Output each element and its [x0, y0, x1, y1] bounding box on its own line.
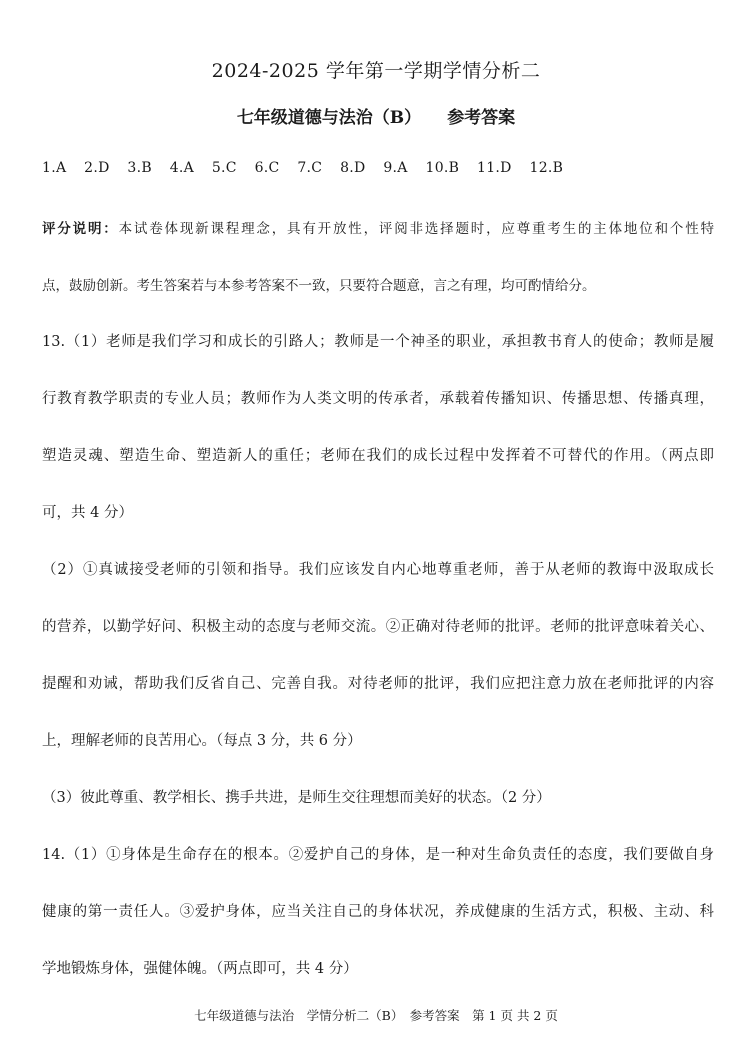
- page-footer: 七年级道德与法治 学情分析二（B） 参考答案 第 1 页 共 2 页: [194, 1008, 558, 1023]
- subtitle-answer-key: 参考答案: [447, 108, 516, 128]
- page-subtitle: [0, 103, 752, 128]
- choice-answer: 6.C: [254, 160, 280, 176]
- q13-part1-line: 13.（1）老师是我们学习和成长的引路人；教师是一个神圣的职业，承担教书育人的使命；教师是履: [42, 334, 715, 350]
- q13-part1-line: 塑造灵魂、塑造生命、塑造新人的重任；老师在我们的成长过程中发挥着不可替代的作用。（两点即: [42, 448, 714, 464]
- choice-answer: 5.C: [211, 160, 237, 176]
- q14-part1-line: 14.（1）①身体是生命存在的根本。②爱护自己的身体，是一种对生命负责任的态度，我们要做自身: [42, 847, 715, 863]
- choice-answer: 4.A: [169, 160, 195, 176]
- choice-answer: 2.D: [84, 160, 110, 176]
- q13-part2-line: （2）①真诚接受老师的引领和指导。我们应该发自内心地尊重老师，善于从老师的教诲中汲取成长: [42, 562, 714, 578]
- q13-part1-line: 可，共 4 分）: [42, 505, 133, 521]
- q13-part3-line: （3）彼此尊重、教学相长、携手共进，是师生交往理想而美好的状态。（2 分）: [42, 790, 551, 806]
- scoring-note-line: [42, 217, 714, 237]
- choice-answer: 8.D: [340, 160, 366, 176]
- choice-answer: 10.B: [425, 160, 460, 176]
- q14-part1-line: 健康的第一责任人。③爱护身体，应当关注自己的身体状况，养成健康的生活方式，积极、主动、科: [42, 904, 714, 920]
- q13-part2-line: 的营养，以勤学好问、积极主动的态度与老师交流。②正确对待老师的批评。老师的批评意味着关心、: [42, 619, 714, 635]
- q13-part2-line: 上，理解老师的良苦用心。（每点 3 分，共 6 分）: [42, 733, 362, 749]
- scoring-note-label: 评分说明：: [42, 221, 119, 237]
- q13-part1-line: 行教育教学职责的专业人员；教师作为人类文明的传承者，承载着传播知识、传播思想、传播真理，: [42, 391, 714, 407]
- q14-part1-line: 学地锻炼身体，强健体魄。（两点即可，共 4 分）: [42, 961, 358, 977]
- choice-answer: 1.A: [42, 160, 67, 176]
- choice-answer: 3.B: [127, 160, 152, 176]
- choice-answer: 7.C: [297, 160, 323, 176]
- q13-part2-line: 提醒和劝诫，帮助我们反省自己、完善自我。对待老师的批评，我们应把注意力放在老师批评的内容: [42, 676, 714, 692]
- subtitle-course: 七年级道德与法治（B）: [236, 108, 422, 128]
- scoring-note-line: 点，鼓励创新。考生答案若与本参考答案不一致，只要符合题意，言之有理，均可酌情给分。: [42, 278, 596, 294]
- choice-answer: 9.A: [383, 160, 408, 176]
- scoring-note-text: 本试卷体现新课程理念，具有开放性，评阅非选择题时，应尊重考生的主体地位和个性特: [118, 221, 715, 237]
- page-title: 2024-2025 学年第一学期学情分析二: [211, 60, 541, 82]
- choice-answers-row: [42, 160, 576, 176]
- choice-answer: 12.B: [529, 160, 564, 176]
- choice-answer: 11.D: [477, 160, 512, 176]
